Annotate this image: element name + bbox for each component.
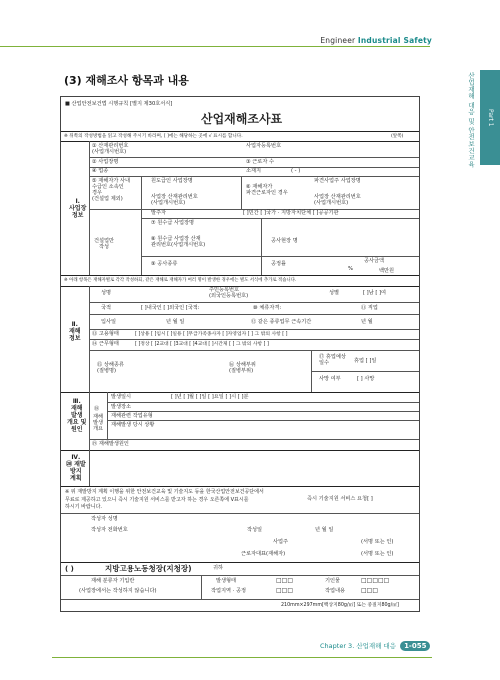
field-value: 년 월 [361, 319, 373, 325]
field-label: 발생일시 [111, 394, 132, 400]
field-label: ⑰ 휴업예상 일수 [319, 354, 346, 366]
page-number: 1-055 [400, 641, 430, 651]
form-note-mid: ※ 아래 항목은 재해자별로 각각 작성하되, 같은 재해로 재해자가 여러 명이 발생한 경우에는 별도 서식에 추가로 적습니다. [64, 278, 297, 283]
field-label: ⑧ 원수급 사업장 산재 관리번호(사업개시번호) [151, 236, 206, 248]
field-label: 재해관련 작업유형 [111, 413, 153, 419]
section2-label: Ⅱ. 재해 정보 [69, 321, 81, 342]
field-label: ② 사업장명 [92, 159, 119, 165]
occurrence-type-boxes[interactable]: □□□ [276, 577, 294, 584]
writer-tel-label: 작성자 전화번호 [91, 527, 128, 533]
field-label: 성별 [329, 290, 340, 296]
owner-sign: (서명 또는 인) [361, 539, 394, 545]
field-label: 사업장 산재관리번호 (사업개시번호) [151, 194, 198, 206]
section3-label: Ⅲ. 재해 발생 개요 및 원인 [67, 398, 87, 433]
work-area-boxes[interactable]: □□□ [276, 587, 294, 594]
worker-sign: (서명 또는 인) [361, 551, 394, 557]
writer-name-label: 작성자 성명 [91, 516, 118, 522]
field-label: ③ 근로자 수 [246, 159, 274, 165]
part-side-title: 산업재해 대응 및 안전보건교육 [467, 72, 475, 168]
classifier-label: 재해 분류자 기입란 [91, 578, 135, 584]
field-label: 사업장 산재관리번호 (사업개시번호) [314, 194, 361, 206]
field-value: [ ] 사망 [357, 376, 375, 382]
field-label: ⑥ 재해자가 파견근로자인 경우 [246, 184, 288, 196]
field-label: ⑫ 같은 종류업무 근속기간 [251, 319, 312, 325]
office-suffix: 귀하 [213, 565, 224, 571]
field-label: % [348, 266, 353, 272]
field-label: ⑤ 재해자가 사내 수급인 소속인 경우 (건설업 제외) [92, 178, 131, 202]
classifier-note: (사업장에서는 작성하지 않습니다) [79, 588, 157, 594]
write-date-label: 작성일 [247, 527, 263, 533]
part-tab: Part 1 [480, 70, 500, 165]
section-title: (3) 재해조사 항목과 내용 [64, 74, 189, 87]
form-note-bottom: ※ 위 재발방지 계획 이행을 위한 안전보건교육 및 기술지도 등을 한국산업안전보건공단에서 무료로 제공하고 있으니 즉시 기술지원 서비스를 받고자 하는 경우 오른쪽에 V표시를 하시기 바랍니다. [65, 489, 264, 510]
law-reference: ■ 산업안전보건법 시행규칙 [별지 제30호서식] [65, 101, 173, 107]
field-label: 공정률 [271, 261, 287, 267]
field-label: [ ]민간 [ ]국가 · 지방자치단체 [ ]공공기관 [243, 210, 339, 216]
field-label: 사업자등록번호 [246, 143, 282, 149]
field-label: ① 산재관리번호 (사업개시번호) [92, 143, 129, 155]
field-label: 성명 [101, 290, 112, 296]
form-note-top: ※ 뒤쪽의 작성방법을 읽고 작성해 주시기 바라며, [ ]에는 해당하는 곳에 √ 표시를 합니다. [64, 134, 243, 139]
field-label: 재해 발생 개요 [93, 414, 104, 432]
field-label: 발주자 [151, 210, 167, 216]
field-label: 입사일 [101, 319, 117, 325]
field-label: ⑲ 재해발생원인 [92, 441, 129, 447]
worker-rep-label: 근로자대표(재해자) [241, 551, 286, 557]
write-date-value: 년 월 일 [315, 527, 334, 533]
footer-chapter: Chapter 3. 산업재해 대응 [320, 642, 397, 650]
field-label: 파견사업주 사업장명 [314, 178, 361, 184]
footer-rule [52, 657, 432, 658]
service-request[interactable]: 즉시 기술지원 서비스 요청[ ] [307, 496, 373, 502]
page-footer [320, 641, 430, 651]
field-label: 국적 [101, 305, 112, 311]
field-label: 공사현장 명 [271, 238, 298, 244]
field-label: ( - ) [291, 168, 301, 174]
field-value: [ ]상용 [ ]임시 [ ]일용 [ ]무급가족종사자 [ ]자영업자 [ ] 그 밖의 사항 [ ] [135, 332, 288, 337]
field-label: 공사금액 [364, 258, 385, 264]
field-label: ⑮ 상해종류 (질병명) [97, 362, 124, 374]
cause-object-label: 기인물 [325, 578, 341, 584]
field-label: 사망 여부 [319, 376, 341, 382]
field-label: ⑨ 공사종류 [151, 261, 178, 267]
field-label: ④ 업종 [92, 168, 109, 174]
field-label: 원도급인 사업장명 [151, 178, 193, 184]
form-title: 산업재해조사표 [201, 112, 283, 126]
field-value: 년 월 일 [166, 319, 185, 325]
field-label: 소재지 [246, 168, 262, 174]
field-label: ⑱ [94, 406, 100, 412]
field-label: 건설업만 작성 [94, 238, 115, 250]
running-header [320, 36, 432, 45]
field-label: 발생장소 [111, 404, 132, 410]
paper-spec: 210mm×297mm[백상지80g/㎡] 또는 중질지80g/㎡] [281, 603, 399, 608]
field-value: [ ]내국인 [ ]외국인 [국적: [141, 305, 200, 311]
field-label: 주민등록번호 (외국인등록번호) [209, 287, 249, 299]
section4-label: Ⅳ. ⑳ 재발 방지 계획 [66, 454, 86, 482]
owner-label: 사업주 [273, 539, 289, 545]
office-prefix: ( ) [65, 565, 74, 573]
field-label: ⑪ 직업 [361, 305, 378, 311]
work-content-boxes[interactable]: □□□ [361, 587, 379, 594]
field-label: ⑭ 근무형태 [92, 341, 119, 347]
occurrence-type-label: 발생형태 [216, 578, 237, 584]
section1-label: Ⅰ. 사업장 정보 [69, 198, 87, 219]
cause-object-boxes[interactable]: □□□□□ [361, 577, 390, 584]
field-label: ⑬ 고용형태 [92, 331, 119, 337]
page-side: (앞쪽) [391, 134, 404, 139]
field-value: [ ]정상 [ ]2교대 [ ]3교대 [ ]4교대 [ ]시간제 [ ] 그 밖의 사항 [ ] [135, 342, 269, 347]
field-label: 재해발생 당시 상황 [111, 422, 155, 428]
running-header-prefix: Engineer [320, 36, 358, 45]
field-value: 휴업 [ ]일 [354, 358, 377, 364]
work-content-label: 작업내용 [325, 588, 346, 594]
header-rule [0, 46, 430, 47]
field-label: ⑩ 체류자격: [253, 305, 282, 311]
accident-report-form [60, 96, 420, 612]
field-label: ⑯ 상해부위 (질병부위) [229, 362, 256, 374]
labor-office: 지방고용노동청장(지청장) [105, 564, 192, 573]
running-header-main: Industrial Safety [357, 36, 432, 45]
field-label: 백만원 [379, 268, 395, 274]
field-value: [ ]년 [ ]월 [ ]일 [ ]요일 [ ]시 [ ]분 [171, 394, 249, 400]
field-label: ⑦ 원수급 사업장명 [151, 220, 195, 226]
field-value: [ ]남 [ ]여 [363, 290, 387, 296]
work-area-label: 작업지역 · 공정 [211, 588, 247, 594]
